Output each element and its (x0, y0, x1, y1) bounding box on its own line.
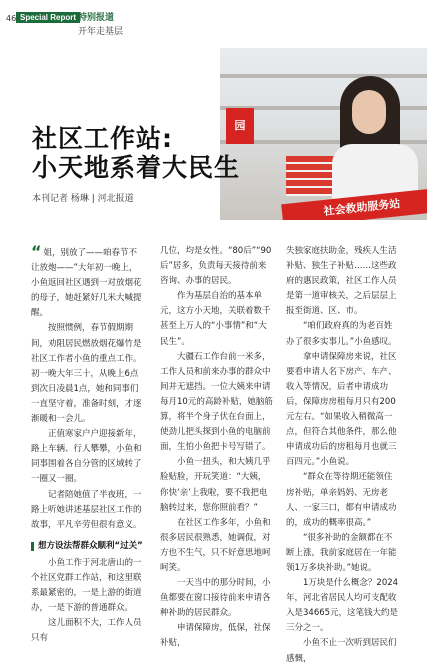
col2-p4: 小鱼一扭头，和大姨几乎脸贴脸，开玩笑道：“大姨，你快‘亲’上我啦，要不我把电脑转过来，您你照前看？” (160, 457, 271, 513)
byline: 本刊记者 杨琳 | 河北报道 (32, 194, 134, 204)
subsection-title: 开年走基层 (78, 27, 124, 37)
column-3 (286, 244, 400, 667)
headline-line-1: 社区工作站: (32, 124, 173, 153)
opening-quote-icon: “ (31, 242, 42, 261)
col1-p3: 正值寒家户户迎接新年，路上车辆、行人攀攀，小鱼和同事围着各自分管的区域转了一圈又一圈。 (31, 429, 142, 485)
col3-p1: 失独家庭扶助金，残疾人生活补贴、独生子补贴……这些政府的惠民政策，社区工作人员是第一道审核关，之后层层上报至街道、区、市。 (286, 246, 397, 317)
article-photo (220, 48, 427, 220)
col2-p5: 在社区工作多年，小鱼和很多居民很熟悉，她调侃，对方也不生气，只不好意思地呵呵笑。 (160, 517, 271, 573)
col3-p2: “咱们政府真的为老百姓办了很多实事儿。”小鱼感叹。 (286, 321, 397, 347)
col2-p6: 一天当中的那分时间，小鱼都要在窗口接待前来申请各种补助的居民群众。 (160, 578, 271, 619)
page-number: 46 (6, 14, 17, 23)
section-tag: Special Report (16, 12, 80, 23)
col3-p4: “群众在等待期还能领住房补贴，单亲妈妈、无房老人、一家三口，都有申请成功的，成功的概率很高。” (286, 472, 397, 528)
col3-p7: 小鱼不止一次听到居民们感慨， (286, 638, 397, 664)
col3-p6: 1万块是什么概念？2024年，河北省居民人均可支配收入是34665元，这笔钱大约是三分之一。 (286, 578, 399, 634)
col3-p5: “很多补助的金额都在不断上涨，我前家庭居在一年能领1万多块补助。”她说。 (286, 532, 397, 573)
col2-p1: 几位，均是女性。“80后”“90后”居多，负责每天接待前来咨询、办事的居民。 (160, 246, 272, 287)
photo-banner: 社会救助服务站 (281, 188, 427, 220)
column-2 (160, 244, 274, 652)
col2-p3: 大疆石工作台前一米多，工作人员和前来办事的群众中间并无遮挡。一位大姨来申请每月10元的高龄补贴，她脑筋算，将半个身子伏在台面上，使劲儿把头探到小鱼的电脑前面，生怕小鱼把卡号写错了。 (160, 351, 273, 453)
subheading: 想方设法帮群众顺利“过关” (31, 539, 145, 554)
col1-p2: 按照惯例，春节假期期间，劝阻居民燃放烟花爆竹是社区工作者小鱼的重点工作。初一晚大年三十，从晚上6点到次日凌晨1点，她和同事们一直坚守着，准备时刻，才逐渐暖和一会儿。 (31, 323, 142, 425)
column-1 (31, 244, 145, 646)
photo-sign: 园 (226, 108, 254, 144)
col1-p1: 姐，别放了——咱春节不让放炮——”大年初一晚上，小鱼返回社区遇到一对放烟花的母子，她赶紧好几米大喊提醒。 (31, 248, 142, 319)
col2-p2: 作为基层自治的基本单元，这方小天地，关联着数千甚至上万人的“小事情”和“大民生”。 (160, 291, 271, 347)
col1-p4: 记者陪她值了半夜班，一路上听她讲述基层社区工作的故事，平凡辛劳但很有意义。 (31, 489, 142, 530)
col3-p3: 拿申请保障房来说，社区要看申请人名下房产、车产、收入等情况，后者申请成功后，保障房房租每月只有200元左右。“如果收入稍微高一点，但符合其他条件，那么他申请成功后的房租每月也就三百四元。”小鱼说。 (286, 351, 397, 468)
col1-p5: 小鱼工作于河北唐山的一个社区党群工作站，和这里联系最紧密的，一是上游的街道办，一是下游的普通群众。 (31, 557, 142, 614)
section-title: 特别报道 (78, 13, 115, 23)
headline-line-2: 小天地系着大民生 (32, 153, 241, 182)
col2-p7: 申请保障房，低保，社保补贴， (160, 623, 271, 649)
col1-p6: 这儿面积不大，工作人员只有 (31, 618, 142, 644)
